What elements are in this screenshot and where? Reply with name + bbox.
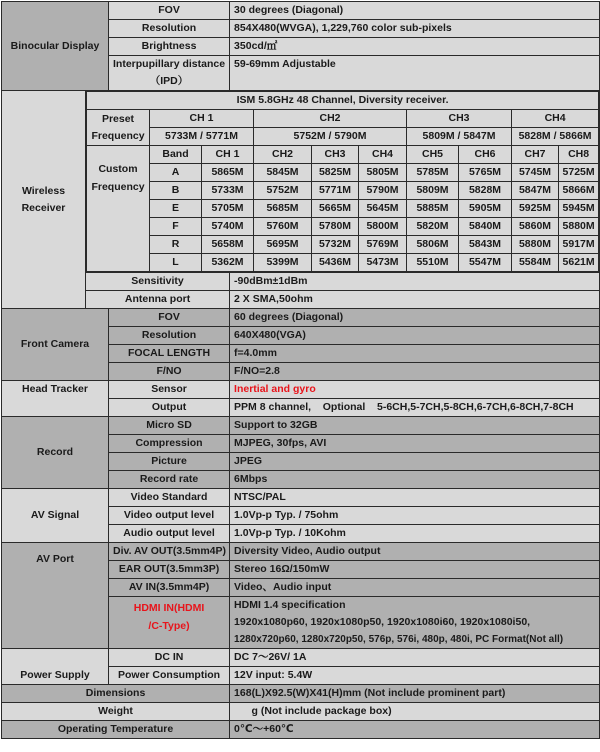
spec-value: 854X480(WVGA), 1,229,760 color sub-pixels xyxy=(230,20,600,38)
binocular-label: Binocular Display xyxy=(2,2,109,91)
spec-name: Record rate xyxy=(109,471,230,489)
band-frequency: 5740M xyxy=(202,218,254,236)
band-frequency: 5436M xyxy=(312,254,359,272)
spec-name: AV IN(3.5mm4P) xyxy=(109,579,230,597)
record-label: Record xyxy=(2,417,109,489)
band-frequency: 5820M xyxy=(407,218,459,236)
spec-value: 1.0Vp-p Typ. / 10Kohm xyxy=(230,525,600,543)
band-frequency: 5362M xyxy=(202,254,254,272)
spec-value: f=4.0mm xyxy=(230,345,600,363)
band-row xyxy=(87,182,599,200)
av-port-label: AV Port xyxy=(2,543,109,649)
spec-value: 59-69mm Adjustable xyxy=(230,56,600,91)
band-frequency: 5645M xyxy=(359,200,407,218)
band-frequency: 5685M xyxy=(254,200,312,218)
spec-name: Weight xyxy=(2,703,230,721)
preset-channel: CH3 xyxy=(407,110,512,128)
band-frequency: 5785M xyxy=(407,164,459,182)
wireless-block xyxy=(86,91,600,273)
spec-value: 350cd/㎡ xyxy=(230,38,600,56)
spec-value: NTSC/PAL xyxy=(230,489,600,507)
spec-name: Operating Temperature xyxy=(2,721,230,739)
spec-value: 1.0Vp-p Typ. / 75ohm xyxy=(230,507,600,525)
band-frequency: 5510M xyxy=(407,254,459,272)
spec-value: 6Mbps xyxy=(230,471,600,489)
spec-value-highlight: Inertial and gyro xyxy=(230,381,600,399)
spec-name: FOV xyxy=(109,309,230,327)
hdmi-label-line2: /C-Type) xyxy=(148,620,190,632)
band-frequency: 5760M xyxy=(254,218,312,236)
spec-value: DC 7～26V/ 1A xyxy=(230,649,600,667)
spec-name: Div. AV OUT(3.5mm4P) xyxy=(109,543,230,561)
band-header: Band xyxy=(150,146,202,164)
band-frequency: 5917M xyxy=(559,236,599,254)
band-row xyxy=(87,236,599,254)
preset-channel: CH2 xyxy=(254,110,407,128)
spec-value: g (Not include package box) xyxy=(230,703,600,721)
band-frequency: 5800M xyxy=(359,218,407,236)
band-frequency: 5725M xyxy=(559,164,599,182)
band-frequency: 5945M xyxy=(559,200,599,218)
band-frequency: 5847M xyxy=(512,182,559,200)
preset-value: 5733M / 5771M xyxy=(150,128,254,146)
band-frequency: 5809M xyxy=(407,182,459,200)
band-letter: A xyxy=(150,164,202,182)
custom-channel: CH6 xyxy=(459,146,512,164)
band-frequency: 5584M xyxy=(512,254,559,272)
custom-channel: CH8 xyxy=(559,146,599,164)
band-row xyxy=(87,164,599,182)
band-row xyxy=(87,218,599,236)
band-frequency: 5665M xyxy=(312,200,359,218)
preset-value: 5809M / 5847M xyxy=(407,128,512,146)
band-frequency: 5828M xyxy=(459,182,512,200)
spec-name: Picture xyxy=(109,453,230,471)
band-letter: L xyxy=(150,254,202,272)
spec-name: Resolution xyxy=(109,20,230,38)
power-label: Power Supply xyxy=(2,649,109,685)
spec-value: -90dBm±1dBm xyxy=(230,273,600,291)
spec-value: F/NO=2.8 xyxy=(230,363,600,381)
spec-table xyxy=(1,1,600,739)
spec-value: PPM 8 channel, Optional 5-6CH,5-7CH,5-8CH,6-7CH,6-8CH,7-8CH xyxy=(230,399,600,417)
band-frequency: 5925M xyxy=(512,200,559,218)
band-frequency: 5825M xyxy=(312,164,359,182)
spec-name: DC IN xyxy=(109,649,230,667)
custom-channel: CH 1 xyxy=(202,146,254,164)
band-frequency: 5733M xyxy=(202,182,254,200)
custom-channel: CH4 xyxy=(359,146,407,164)
band-frequency: 5705M xyxy=(202,200,254,218)
band-frequency: 5806M xyxy=(407,236,459,254)
spec-name: Sensor xyxy=(109,381,230,399)
band-row xyxy=(87,254,599,272)
spec-name: Video output level xyxy=(109,507,230,525)
hdmi-value-line1: HDMI 1.4 specification xyxy=(230,597,600,615)
spec-value: 12V input: 5.4W xyxy=(230,667,600,685)
spec-name: Compression xyxy=(109,435,230,453)
spec-name: Audio output level xyxy=(109,525,230,543)
tracker-label: Head Tracker xyxy=(2,381,109,417)
custom-channel: CH2 xyxy=(254,146,312,164)
band-frequency: 5805M xyxy=(359,164,407,182)
band-frequency: 5880M xyxy=(512,236,559,254)
band-frequency: 5658M xyxy=(202,236,254,254)
hdmi-value-line3: 1280x720p60, 1280x720p50, 576p, 576i, 480p, 480i, PC Format(Not all) xyxy=(230,631,600,649)
hdmi-label xyxy=(109,597,230,649)
spec-value: JPEG xyxy=(230,453,600,471)
camera-label: Front Camera xyxy=(2,309,109,381)
spec-name: Brightness xyxy=(109,38,230,56)
spec-name: Micro SD xyxy=(109,417,230,435)
preset-value: 5828M / 5866M xyxy=(512,128,599,146)
band-frequency: 5860M xyxy=(512,218,559,236)
spec-value: 640X480(VGA) xyxy=(230,327,600,345)
spec-name: EAR OUT(3.5mm3P) xyxy=(109,561,230,579)
band-frequency: 5880M xyxy=(559,218,599,236)
band-frequency: 5866M xyxy=(559,182,599,200)
band-frequency: 5865M xyxy=(202,164,254,182)
spec-name: Power Consumption xyxy=(109,667,230,685)
av-signal-label: AV Signal xyxy=(2,489,109,543)
preset-label: Preset Frequency xyxy=(87,110,150,146)
band-frequency: 5752M xyxy=(254,182,312,200)
band-frequency: 5905M xyxy=(459,200,512,218)
band-frequency: 5790M xyxy=(359,182,407,200)
hdmi-value-line2: 1920x1080p60, 1920x1080p50, 1920x1080i60, 1920x1080i50, xyxy=(230,614,600,631)
spec-value: 30 degrees (Diagonal) xyxy=(230,2,600,20)
custom-channel: CH5 xyxy=(407,146,459,164)
spec-name: F/NO xyxy=(109,363,230,381)
band-letter: R xyxy=(150,236,202,254)
spec-name: Antenna port xyxy=(86,291,230,309)
band-frequency: 5780M xyxy=(312,218,359,236)
spec-value: Support to 32GB xyxy=(230,417,600,435)
hdmi-label-line1: HDMI IN(HDMI xyxy=(133,602,205,614)
spec-name: Sensitivity xyxy=(86,273,230,291)
spec-name: Output xyxy=(109,399,230,417)
spec-value: Stereo 16Ω/150mW xyxy=(230,561,600,579)
band-frequency: 5732M xyxy=(312,236,359,254)
band-frequency: 5745M xyxy=(512,164,559,182)
spec-name: Dimensions xyxy=(2,685,230,703)
preset-value: 5752M / 5790M xyxy=(254,128,407,146)
spec-value: 168(L)X92.5(W)X41(H)mm (Not include prominent part) xyxy=(230,685,600,703)
custom-channel: CH7 xyxy=(512,146,559,164)
wireless-header: ISM 5.8GHz 48 Channel, Diversity receiver. xyxy=(87,92,599,110)
spec-value: MJPEG, 30fps, AVI xyxy=(230,435,600,453)
band-frequency: 5473M xyxy=(359,254,407,272)
band-row xyxy=(87,200,599,218)
band-frequency: 5399M xyxy=(254,254,312,272)
band-letter: B xyxy=(150,182,202,200)
wireless-label: Wireless Receiver xyxy=(2,91,86,309)
spec-name: Video Standard xyxy=(109,489,230,507)
band-frequency: 5843M xyxy=(459,236,512,254)
band-letter: E xyxy=(150,200,202,218)
preset-channel: CH4 xyxy=(512,110,599,128)
spec-name: Interpupillary distance（IPD） xyxy=(109,56,230,91)
frequency-table xyxy=(86,91,599,272)
spec-value: 0℃～+60℃ xyxy=(230,721,600,739)
band-frequency: 5547M xyxy=(459,254,512,272)
spec-value: Video、Audio input xyxy=(230,579,600,597)
spec-name: Resolution xyxy=(109,327,230,345)
spec-name: FOV xyxy=(109,2,230,20)
spec-name: FOCAL LENGTH xyxy=(109,345,230,363)
band-frequency: 5840M xyxy=(459,218,512,236)
spec-value: 60 degrees (Diagonal) xyxy=(230,309,600,327)
binocular-row xyxy=(2,2,600,20)
custom-label: Custom Frequency xyxy=(87,146,150,272)
band-frequency: 5695M xyxy=(254,236,312,254)
band-frequency: 5771M xyxy=(312,182,359,200)
band-frequency: 5769M xyxy=(359,236,407,254)
spec-value: 2 X SMA,50ohm xyxy=(230,291,600,309)
custom-channel: CH3 xyxy=(312,146,359,164)
band-letter: F xyxy=(150,218,202,236)
band-frequency: 5885M xyxy=(407,200,459,218)
spec-value: Diversity Video, Audio output xyxy=(230,543,600,561)
band-frequency: 5621M xyxy=(559,254,599,272)
preset-channel: CH 1 xyxy=(150,110,254,128)
band-frequency: 5765M xyxy=(459,164,512,182)
band-frequency: 5845M xyxy=(254,164,312,182)
